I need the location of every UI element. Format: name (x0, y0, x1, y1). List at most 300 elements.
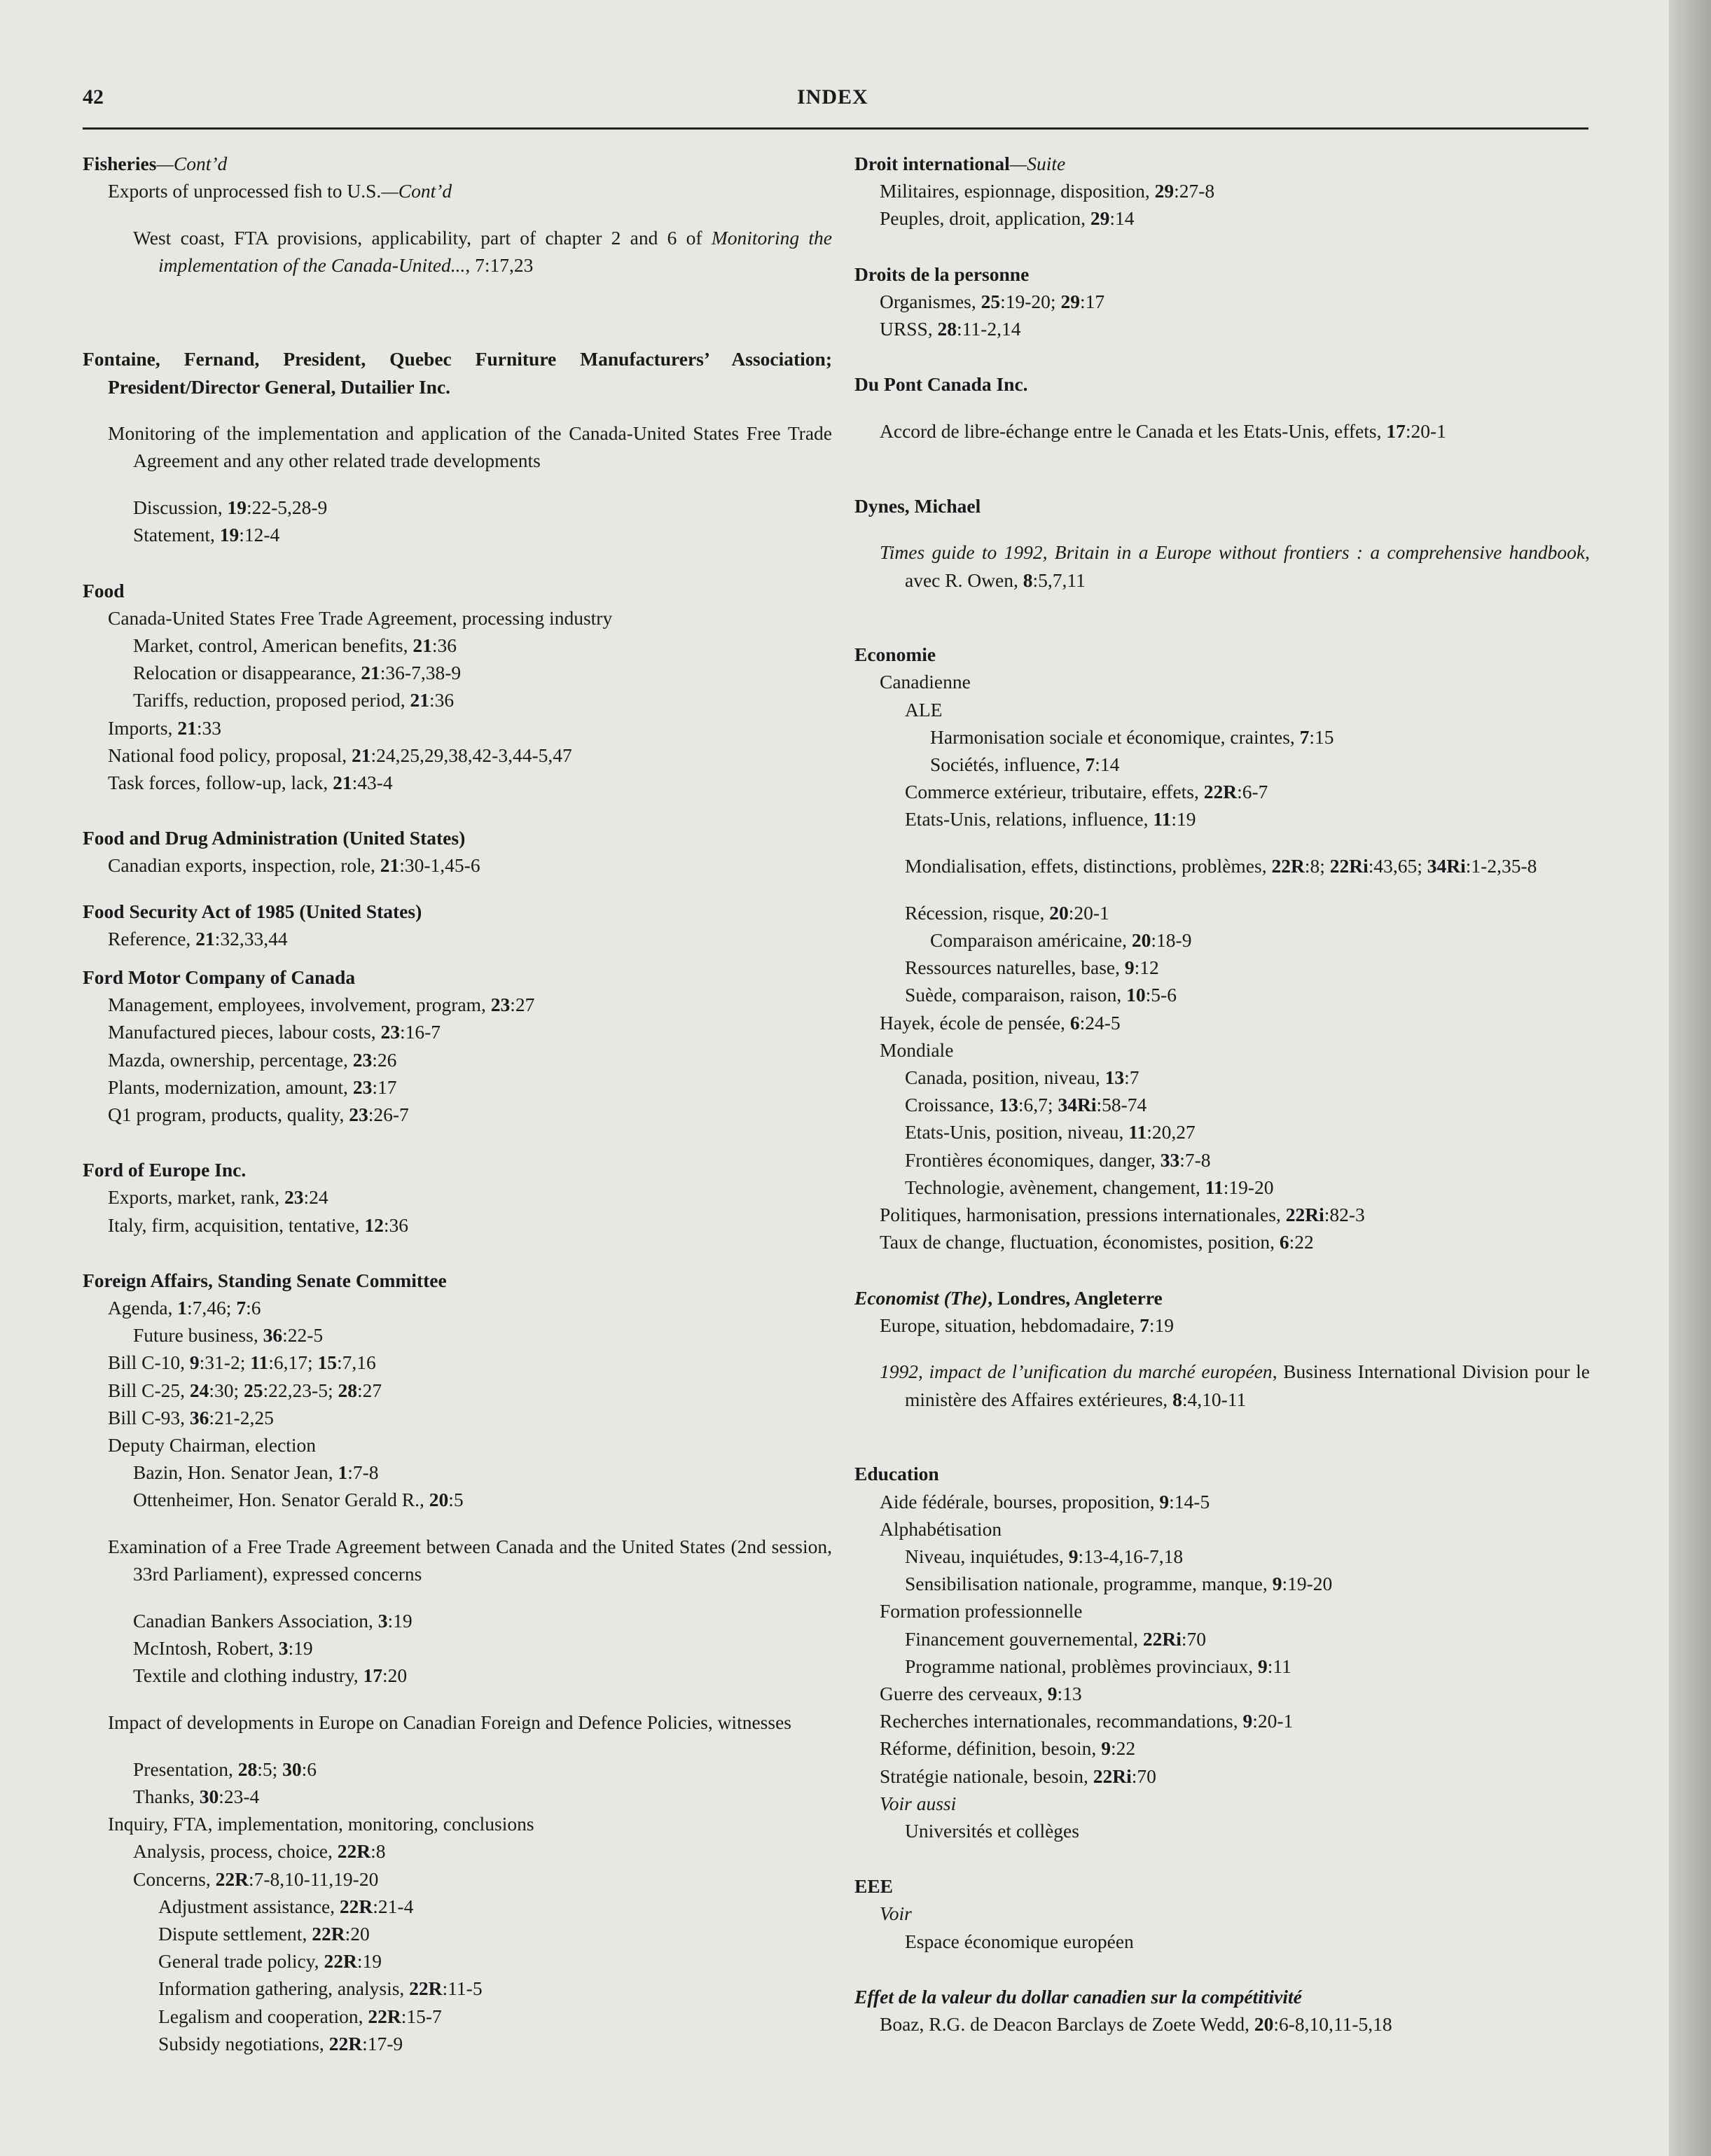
volume: 22R (409, 1977, 443, 2000)
volume: 22Ri (1142, 1627, 1182, 1650)
pages: :82-3 (1324, 1204, 1365, 1226)
subentry-text: West coast, FTA provisions, applicability, part of chapter 2 and 6 of (133, 226, 702, 249)
entry-heading: Economist (The) (854, 1286, 988, 1309)
subentry-suffix: —Cont’d (381, 180, 452, 202)
pages: :19-20; (1000, 290, 1061, 312)
volume: 21 (413, 634, 432, 656)
volume: 30 (199, 1786, 219, 1808)
subentry-text: Management, employees, involvement, program, (108, 994, 491, 1016)
pages: :20 (345, 1923, 370, 1945)
subentry-text: Bill C-10, (108, 1351, 190, 1374)
pages: :30-1,45-6 (399, 854, 480, 877)
subentry (83, 494, 832, 521)
pages: :16-7 (399, 1021, 441, 1043)
subentry (854, 1064, 1590, 1091)
subentry (83, 521, 832, 548)
pages: :23-4 (219, 1786, 260, 1808)
see-label: Voir (880, 1903, 912, 1925)
subentry-text: Suède, comparaison, raison, (905, 984, 1127, 1006)
subentry (854, 204, 1590, 232)
subentry (854, 1312, 1590, 1339)
volume: 17 (363, 1664, 383, 1687)
volume: 11 (1205, 1176, 1224, 1198)
subentry-text: Tariffs, reduction, proposed period, (133, 689, 410, 711)
volume: 7 (1085, 753, 1095, 776)
right-column (854, 150, 1590, 2038)
subentry: Canada-United States Free Trade Agreement, processing industry (108, 606, 613, 629)
subentry (854, 899, 1590, 926)
subentry (854, 723, 1590, 751)
subentry (854, 1734, 1590, 1762)
pages: :20,27 (1147, 1121, 1196, 1143)
entry-heading: Economie (854, 644, 936, 666)
subentry: Alphabétisation (880, 1517, 1002, 1540)
pages: :12-4 (239, 524, 280, 546)
pages: :70 (1181, 1627, 1206, 1650)
subentry (83, 1101, 832, 1128)
heading-suffix: , Londres, Angleterre (988, 1286, 1163, 1309)
subentry: Exports of unprocessed fish to U.S. (108, 180, 382, 202)
entry-heading: Fisheries (83, 153, 157, 174)
see-also-label: Voir aussi (880, 1792, 957, 1814)
subentry (83, 1046, 832, 1073)
volume: 9 (1047, 1682, 1058, 1704)
subentry-text: Statement, (133, 524, 220, 546)
pages: :43-4 (352, 771, 393, 793)
subentry (854, 1707, 1590, 1734)
subentry (854, 1091, 1590, 1118)
pages: :24,25,29,38,42-3,44-5,47 (370, 744, 572, 766)
volume: 22Ri (1285, 1204, 1324, 1226)
pages: :22 (1289, 1231, 1314, 1253)
volume: 1 (338, 1461, 348, 1484)
volume: 21 (410, 689, 429, 711)
volume: 3 (278, 1637, 289, 1660)
pages: :36 (429, 689, 455, 711)
subentry-text: Bill C-93, (108, 1406, 190, 1428)
volume: 20 (1049, 901, 1069, 924)
subentry-text: Mondialisation, effets, distinctions, problèmes, (905, 855, 1272, 877)
pages: :5; (257, 1758, 283, 1780)
volume: 9 (1068, 1545, 1079, 1567)
pages: :5 (448, 1489, 464, 1511)
subentry (854, 1146, 1590, 1174)
volume: 9 (1101, 1737, 1111, 1760)
subentry (83, 686, 832, 714)
pages: :8; (1304, 855, 1330, 877)
subentry-text: Aide fédérale, bourses, proposition, (880, 1490, 1160, 1512)
subentry-text: Frontières économiques, danger, (905, 1148, 1161, 1171)
page-number: 42 (83, 85, 104, 109)
subentry (83, 2003, 832, 2030)
volume: 7 (236, 1297, 247, 1319)
volume: 19 (227, 496, 247, 519)
subentry (854, 805, 1590, 833)
pages: :1-2,35-8 (1465, 855, 1537, 877)
pages: :22-5,28-9 (246, 496, 328, 519)
heading-suffix: —Cont’d (156, 153, 228, 174)
pages: :8 (370, 1840, 386, 1863)
subentry (83, 1755, 832, 1783)
pages: :17-9 (362, 2032, 403, 2054)
subentry (854, 1680, 1590, 1707)
volume: 29 (1060, 290, 1080, 312)
subentry-text: Financement gouvernemental, (905, 1627, 1143, 1650)
volume: 21 (380, 854, 400, 877)
entry-fisheries (83, 150, 832, 279)
subentry-text: Etats-Unis, relations, influence, (905, 808, 1154, 830)
subentry-text: Réforme, définition, besoin, (880, 1737, 1102, 1760)
pages: :24-5 (1079, 1011, 1121, 1034)
volume: 23 (352, 1048, 373, 1071)
subentry-text: Commerce extérieur, tributaire, effets, (905, 781, 1204, 803)
volume: 13 (999, 1094, 1018, 1116)
volume: 21 (195, 927, 215, 950)
subentry-text: Canadian Bankers Association, (133, 1610, 378, 1632)
pages: :7-8 (1179, 1148, 1211, 1171)
subentry-text: General trade policy, (158, 1950, 324, 1973)
subentry-text: Comparaison américaine, (930, 929, 1132, 952)
volume: 34Ri (1427, 855, 1466, 877)
entry-droit-international (854, 150, 1590, 232)
subentry-text: Militaires, espionnage, disposition, (880, 180, 1155, 202)
entry-heading: Ford Motor Company of Canada (83, 966, 356, 988)
subentry-text: , avec R. Owen, (905, 541, 1590, 591)
entry-heading: Food (83, 579, 125, 601)
entry-heading: Food and Drug Administration (United States) (83, 827, 466, 849)
volume: 20 (429, 1489, 449, 1511)
volume: 10 (1126, 984, 1146, 1006)
volume: 21 (361, 662, 380, 684)
pages: :20 (382, 1664, 408, 1687)
volume: 9 (189, 1351, 200, 1374)
subentry (83, 1459, 832, 1486)
page-header (83, 78, 1588, 120)
subentry (854, 417, 1590, 445)
subentry-text: Recherches internationales, recommandations, (880, 1710, 1243, 1732)
subentry-text: Dispute settlement, (158, 1923, 312, 1945)
subentry (854, 1174, 1590, 1201)
volume: 12 (364, 1213, 384, 1236)
subentry-text: Technologie, avènement, changement, (905, 1176, 1205, 1198)
volume: 22R (324, 1950, 357, 1973)
volume: 17 (1386, 419, 1406, 442)
volume: 22R (1271, 855, 1305, 877)
entry-heading: Effet de la valeur du dollar canadien sur la compétitivité (854, 1985, 1302, 2008)
subentry (854, 1201, 1590, 1228)
subentry (83, 1783, 832, 1810)
subentry-text: Textile and clothing industry, (133, 1664, 363, 1687)
subentry (83, 1865, 832, 1893)
pages: :5,7,11 (1032, 569, 1086, 591)
subentry (854, 1488, 1590, 1515)
entry-droits-personne (854, 260, 1590, 343)
subentry (83, 1211, 832, 1239)
subentry (854, 288, 1590, 315)
volume: 33 (1160, 1148, 1180, 1171)
subentry-text: Italy, firm, acquisition, tentative, (108, 1213, 365, 1236)
entry-ford (83, 964, 832, 1128)
subentry (854, 778, 1590, 805)
volume: 21 (177, 716, 197, 739)
pages: :15-7 (401, 2005, 442, 2027)
volume: 20 (1254, 2012, 1274, 2035)
volume: 19 (219, 524, 240, 546)
subentry-title: Monitoring the implementation of the Canada-United... (158, 226, 833, 277)
subentry-text: Concerns, (133, 1868, 216, 1890)
volume: 22Ri (1093, 1765, 1132, 1787)
volume: 24 (189, 1379, 209, 1401)
subentry-text: Task forces, follow-up, lack, (108, 771, 333, 793)
subentry-text: Bazin, Hon. Senator Jean, (133, 1461, 338, 1484)
volume: 9 (1272, 1573, 1282, 1595)
subentry: Mondiale (880, 1038, 954, 1061)
pages: :6,17; (268, 1351, 318, 1374)
volume: 30 (282, 1758, 302, 1780)
subentry-text: Canadian exports, inspection, role, (108, 854, 380, 877)
entry-fda (83, 824, 832, 879)
subentry-text: Exports, market, rank, (108, 1186, 285, 1209)
volume: 20 (1131, 929, 1151, 952)
entry-education (854, 1460, 1590, 1844)
pages: :12 (1134, 957, 1159, 979)
subentry-text: Boaz, R.G. de Deacon Barclays de Zoete Wedd, (880, 2012, 1254, 2035)
subentry: Deputy Chairman, election (108, 1434, 317, 1456)
subentry (83, 1837, 832, 1865)
subentry (83, 1377, 832, 1404)
subentry-text: , Business International Division pour le ministère des Affaires extérieures, (905, 1361, 1590, 1410)
volume: 36 (263, 1324, 283, 1347)
left-column (83, 150, 832, 2057)
subentry-text: Future business, (133, 1324, 263, 1347)
subentry: Canadienne (880, 671, 971, 693)
pages: :6-7 (1237, 781, 1268, 803)
pages: :14-5 (1169, 1490, 1210, 1512)
volume: 6 (1279, 1231, 1289, 1253)
pages: :5-6 (1145, 984, 1177, 1006)
pages: :6 (246, 1297, 261, 1319)
volume: 22Ri (1329, 855, 1369, 877)
volume: 23 (352, 1076, 373, 1098)
subentry (854, 1543, 1590, 1570)
subentry: Inquiry, FTA, implementation, monitoring, conclusions (108, 1813, 534, 1835)
heading-suffix: —Suite (1009, 153, 1066, 174)
subentry-text: Etats-Unis, position, niveau, (905, 1121, 1129, 1143)
subentry (83, 1404, 832, 1431)
subentry-text: Récession, risque, (905, 901, 1050, 924)
pages: :20-1 (1405, 419, 1446, 442)
pages: :22,23-5; (263, 1379, 338, 1401)
subentry-text: Subsidy negotiations, (158, 2032, 329, 2054)
pages: :11-2,14 (957, 318, 1021, 340)
subentry (854, 1653, 1590, 1680)
pages: :19 (288, 1637, 313, 1660)
pages: :43,65; (1368, 855, 1427, 877)
subentry (854, 1009, 1590, 1036)
entry-economist (854, 1284, 1590, 1413)
subentry (854, 954, 1590, 981)
subentry (854, 1228, 1590, 1256)
volume: 22R (337, 1840, 371, 1863)
volume: 8 (1023, 569, 1033, 591)
pages: :26-7 (368, 1103, 409, 1125)
pages: :36 (383, 1213, 408, 1236)
subentry-text: Croissance, (905, 1094, 999, 1116)
subentry-text: McIntosh, Robert, (133, 1637, 279, 1660)
subentry-text: Q1 program, products, quality, (108, 1103, 349, 1125)
subentry-text: Harmonisation sociale et économique, craintes, (930, 725, 1300, 748)
subentry-text: Stratégie nationale, besoin, (880, 1765, 1093, 1787)
volume: 9 (1124, 957, 1135, 979)
volume: 28 (937, 318, 957, 340)
volume: 6 (1069, 1011, 1080, 1034)
subentry (854, 538, 1590, 593)
subentry-text: Plants, modernization, amount, (108, 1076, 353, 1098)
volume: 22R (1203, 781, 1238, 803)
cross-reference: Universités et collèges (905, 1819, 1079, 1842)
subentry (83, 991, 832, 1018)
pages: :22 (1110, 1737, 1136, 1760)
volume: 28 (237, 1758, 258, 1780)
subentry (83, 851, 832, 879)
subentry: Examination of a Free Trade Agreement between Canada and the United States (2nd session, 33rd Parliament), expressed concerns (108, 1536, 832, 1585)
pages: :11 (1267, 1655, 1291, 1677)
entry-fsa (83, 898, 832, 952)
subentry (83, 1893, 832, 1920)
subentry-text: Politiques, harmonisation, pressions internationales, (880, 1204, 1286, 1226)
subentry: ALE (905, 698, 943, 721)
pages: :22-5 (282, 1324, 324, 1347)
pages: :19 (1149, 1314, 1175, 1336)
pages: :7-8,10-11,19-20 (249, 1868, 379, 1890)
pages: :20-1 (1068, 901, 1109, 924)
pages: :19-20 (1223, 1176, 1274, 1198)
subentry-text: Ottenheimer, Hon. Senator Gerald R., (133, 1489, 429, 1511)
subentry (854, 1570, 1590, 1597)
subentry (83, 1073, 832, 1101)
pages: :14 (1095, 753, 1120, 776)
pages: :70 (1131, 1765, 1156, 1787)
subentry-text: Thanks, (133, 1786, 200, 1808)
volume: 22R (215, 1868, 249, 1890)
pages: :36 (431, 634, 457, 656)
volume: 23 (380, 1021, 400, 1043)
pages: :17 (1079, 290, 1105, 312)
subentry (83, 1975, 832, 2002)
subentry-text: Market, control, American benefits, (133, 634, 413, 656)
subentry (83, 1634, 832, 1662)
subentry-text: Agenda, (108, 1297, 178, 1319)
subentry-text: Imports, (108, 716, 178, 739)
pages: :6,7; (1018, 1094, 1058, 1116)
volume: 21 (352, 744, 371, 766)
pages: :20-1 (1252, 1710, 1294, 1732)
volume: 11 (1128, 1121, 1147, 1143)
subentry-text: URSS, (880, 318, 938, 340)
entry-economie (854, 641, 1590, 1256)
subentry-text: Sociétés, influence, (930, 753, 1086, 776)
subentry (83, 925, 832, 952)
entry-heading: Foreign Affairs, Standing Senate Committee (83, 1269, 447, 1291)
subentry-text: Discussion, (133, 496, 228, 519)
page-edge-shadow (1669, 0, 1711, 2156)
subentry (83, 769, 832, 796)
pages: :24 (303, 1186, 328, 1209)
volume: 8 (1172, 1388, 1182, 1410)
subentry-text: Niveau, inquiétudes, (905, 1545, 1069, 1567)
pages: :6-8,10,11-5,18 (1273, 2012, 1392, 2035)
volume: 21 (333, 771, 352, 793)
subentry (854, 315, 1590, 342)
entry-heading: Dynes, Michael (854, 494, 981, 517)
volume: 15 (317, 1351, 337, 1374)
pages: :13-4,16-7,18 (1078, 1545, 1184, 1567)
entry-food (83, 577, 832, 797)
subentry (854, 852, 1590, 879)
entry-heading: Du Pont Canada Inc. (854, 373, 1028, 396)
subentry (83, 1349, 832, 1376)
subentry-text: Europe, situation, hebdomadaire, (880, 1314, 1140, 1336)
subentry (83, 224, 832, 279)
pages: :36-7,38-9 (380, 662, 462, 684)
subentry-text: Mazda, ownership, percentage, (108, 1048, 353, 1071)
subentry-text: Information gathering, analysis, (158, 1977, 410, 2000)
subentry (854, 981, 1590, 1008)
volume: 25 (244, 1379, 263, 1401)
entry-eee (854, 1872, 1590, 1955)
pages: :7-8 (347, 1461, 379, 1484)
subentry-text: Reference, (108, 927, 196, 950)
pages: :7,16 (336, 1351, 376, 1374)
volume: 9 (1242, 1710, 1253, 1732)
subentry-text: Taux de change, fluctuation, économistes, position, (880, 1231, 1280, 1253)
subentry (854, 1762, 1590, 1790)
subentry (83, 1018, 832, 1045)
volume: 36 (189, 1406, 209, 1428)
entry-heading: Droit international (854, 153, 1010, 174)
volume: 25 (981, 290, 1001, 312)
volume: 9 (1258, 1655, 1268, 1677)
subentry-text: National food policy, proposal, (108, 744, 352, 766)
pages: :19 (387, 1610, 413, 1632)
subentry-text: Hayek, école de pensée, (880, 1011, 1070, 1034)
subentry-text: Guerre des cerveaux, (880, 1682, 1048, 1704)
volume: 7 (1299, 725, 1310, 748)
subentry (854, 177, 1590, 204)
pages: :27 (510, 994, 535, 1016)
subentry-text: Manufactured pieces, labour costs, (108, 1021, 381, 1043)
subentry (83, 1607, 832, 1634)
subentry-text: Relocation or disappearance, (133, 662, 361, 684)
volume: 23 (349, 1103, 368, 1125)
pages: :32,33,44 (214, 927, 288, 950)
volume: 22R (328, 2032, 363, 2054)
subentry (83, 2030, 832, 2057)
subentry (83, 1920, 832, 1947)
subentry: Impact of developments in Europe on Canadian Foreign and Defence Policies, witnesses (108, 1711, 791, 1734)
subentry-text: Analysis, process, choice, (133, 1840, 338, 1863)
subentry: Monitoring of the implementation and application of the Canada-United States Free Trade Agreement and any other related trade developments (108, 422, 832, 472)
pages: :27-8 (1174, 180, 1215, 202)
subentry (83, 1947, 832, 1975)
entry-heading: Education (854, 1463, 939, 1485)
subentry-text: Ressources naturelles, base, (905, 957, 1125, 979)
subentry (854, 2010, 1590, 2038)
subentry-ref: , 7:17,23 (465, 254, 534, 277)
pages: :19-20 (1282, 1573, 1333, 1595)
entry-fontaine (83, 345, 832, 548)
entry-foreign-affairs (83, 1267, 832, 2057)
